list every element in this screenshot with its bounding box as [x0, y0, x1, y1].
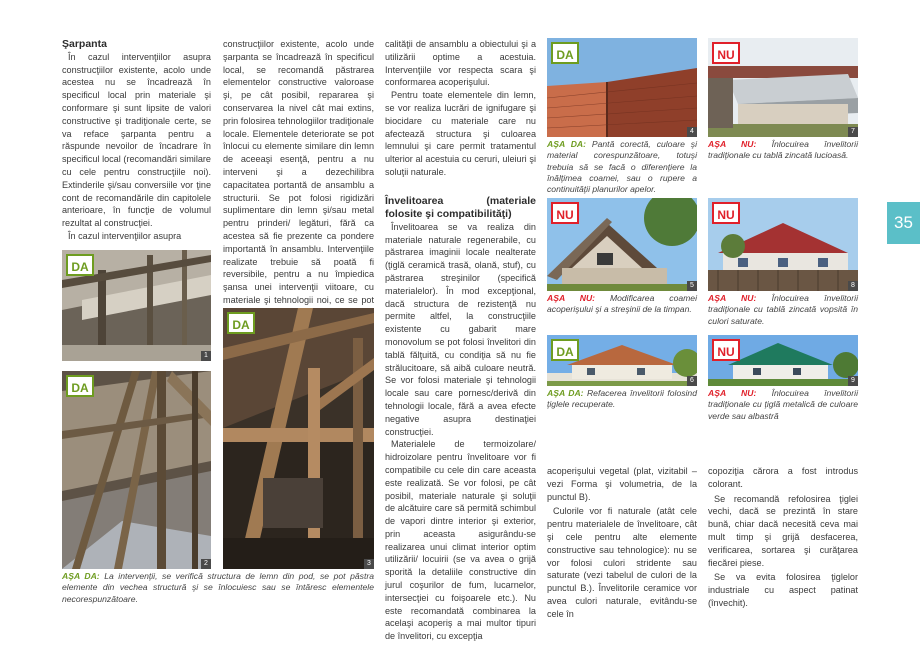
- photo-shiny-zinc-roof: [708, 38, 858, 137]
- caption-text: Înlocuirea învelitorii tradiţionale cu ţiglă metalică de culoare verde sau albastră: [708, 388, 858, 421]
- paragraph: Materialele de termoizolare/ hidroizolare pentru învelitoare vor fi compatibile cu cele din care aceasta este realizată. Se vor folosi, pe cât posibil, materiale naturale şi soluţii de alcătuire care să permită schimbul de vapori dintre interior şi exterior, prin aceasta asigurându-se realizarea unui climat interior optim utilizării/ locuirii (se va avea o grijă sporită la detaliile constructive din jurul coşurilor de fum, lucarnelor, intersecţiei cu foişoarele etc.). Nu este recomandată combinarea la acelaşi acoperiş a mai multor tipuri de învelitori, cu excepţia: [385, 439, 536, 642]
- paragraph: construcţiilor existente, acolo unde şarpanta se încadrează în specificul local, se recomandă păstrarea elementelor constructive valoroase şi, pe cât posibil, repararea şi conservarea la nivel cât mai extins, prin folosirea tehnologiilor tradiţionale locale. Elementele deteriorate se pot înlocui cu elemente similare din lemn de aceeaşi esenţă, pentru a nu interveni şi a dezechilibra capacitatea portantă de ansamblu a structurii. Se pot folosi rigidizări suplimentare din lemn şi/sau metal pentru prinderi/ legături, fără ca acestea să fie prezente ca pondere importantă în ansamblu. Intervenţiile realizate trebuie să poată fi reversibile, pentru a nu împiedica şansa unei intervenţii viitoare, cu materiale şi tehnologii noi, ce se pot: [223, 39, 374, 305]
- caption-lead: AŞA DA:: [62, 571, 100, 581]
- caption-text: Înlocuirea învelitorii tradiţionale cu tablă zincată vopsită în culori saturate.: [708, 293, 858, 326]
- caption-lead: AŞA NU:: [708, 388, 757, 398]
- text-column-1: [62, 38, 211, 243]
- caption-lead: AŞA NU:: [547, 293, 596, 303]
- caption-photo-9: [708, 388, 858, 422]
- photo-number: 9: [848, 376, 858, 386]
- caption-lead: AŞA DA:: [547, 139, 586, 149]
- caption-text: La intervenţii, se verifică structura de lemn din pod, se pot păstra elemente din vechea structură şi se înlocuiesc sau se întăresc elementele necorespunzătoare.: [62, 571, 374, 604]
- text-column-2: [223, 38, 374, 320]
- da-badge: DA: [227, 312, 255, 334]
- paragraph: În cazul intervenţiilor asupra construcţiilor existente, acolo unde acestea nu se încadrează în specificul local prin materiale şi conformare şi sunt lipsite de valori constructive şi tradiţionale certe, se va reface şarpanta pentru a răspunde nevoilor de încadrare în specificul local (recomandări similare cu cele pentru construcţiile noi). Extinderile şi/sau conversiile vor ţine cont de recomandările din capitolele anterioare, în funcţie de volumul rezultat al construcţiei.: [62, 51, 211, 229]
- text-column-5: [708, 465, 858, 610]
- nu-badge: NU: [551, 202, 579, 224]
- paragraph: Învelitoarea se va realiza din materiale naturale regenerabile, cu păstrarea imaginii locale nealterate (ţiglă ceramică trasă, olană, stuf), cu păstrarea streşinilor (specifică materialelor). În mod excepţional, dacă structura de rezistenţă nu permite altfel, la construcţiile existente cu gabarit mare monovolum se pot folosi învelitori din tablă fălţuită, cu condiţia să nu fie strălucitoare, să aibă culoare neutră. Se vor folosi materiale şi tehnologii locale sau care pornesc/derivă din tehnologii locale, fără a avea efecte negative asupra destinaţiei construcţiei.: [385, 221, 536, 437]
- section-heading-invelitoarea: Învelitoarea (materiale folosite şi compatibilităţi): [385, 194, 536, 220]
- photo-house-modified-roof: [547, 198, 697, 291]
- section-heading-sarpanta: Şarpanta: [62, 38, 107, 50]
- nu-badge: NU: [712, 202, 740, 224]
- photo-attic-rafters: [62, 250, 211, 361]
- photo-number: 8: [848, 281, 858, 291]
- photo-number: 5: [687, 281, 697, 291]
- paragraph: acoperişului vegetal (plat, vizitabil – vezi Forma şi volumetria, de la punctul B).: [547, 466, 697, 502]
- caption-lead: AŞA NU:: [708, 139, 757, 149]
- caption-photo-6: [547, 388, 697, 411]
- paragraph: Se recomandă refolosirea ţiglei vechi, dacă se prezintă în stare bună, chiar dacă necesită ceva mai mult timp şi grijă desfacerea, verificarea, sortarea şi curăţarea fiecărei piese.: [708, 493, 858, 568]
- caption-photo-4: [547, 139, 697, 195]
- da-badge: DA: [551, 42, 579, 64]
- photo-painted-zinc-roof: [708, 198, 858, 291]
- photo-number: 7: [848, 127, 858, 137]
- paragraph: calităţii de ansamblu a obiectului şi a utilizării optime a acestuia. Intervenţiile vor respecta scara şi conformarea acoperişului.: [385, 39, 536, 88]
- photo-wooden-roof-structure: [223, 308, 374, 569]
- caption-text: Refacerea învelitorii folosind ţiglele recuperate.: [547, 388, 697, 410]
- caption-photo-8: [708, 293, 858, 327]
- photo-number: 2: [201, 559, 211, 569]
- nu-badge: NU: [712, 42, 740, 64]
- photo-number: 3: [364, 559, 374, 569]
- paragraph: copoziţia cărora a fost introdus colorant.: [708, 466, 858, 489]
- photo-tiled-roof-slope: [547, 38, 697, 137]
- caption-photos-1-3: [62, 571, 374, 605]
- caption-photo-7: [708, 139, 858, 162]
- paragraph: Se va evita folosirea ţiglelor industriale cu aspect patinat (învechit).: [708, 572, 858, 608]
- photo-number: 6: [687, 376, 697, 386]
- da-badge: DA: [551, 339, 579, 361]
- photo-recovered-tile-roof: [547, 335, 697, 386]
- caption-lead: AŞA NU:: [708, 293, 757, 303]
- photo-roof-truss-interior: [62, 371, 211, 569]
- page-number-tab: 35: [887, 202, 920, 244]
- text-column-3: [385, 38, 536, 643]
- caption-text: Modificarea coamei acoperişului şi a streşinii de la timpan.: [547, 293, 697, 315]
- photo-number: 1: [201, 351, 211, 361]
- nu-badge: NU: [712, 339, 740, 361]
- caption-photo-5: [547, 293, 697, 316]
- text-column-4: [547, 465, 697, 621]
- paragraph: În cazul intervenţiilor asupra: [68, 230, 182, 241]
- caption-lead: AŞA DA:: [547, 388, 584, 398]
- paragraph: Pentru toate elementele din lemn, se vor realiza lucrări de ignifugare şi biocidare cu materiale care nu afectează structura şi culoarea lemnului şi care permit tratamentul ulterior al acestuia cu ceruri, uleiuri şi soluţii naturale.: [385, 90, 536, 177]
- photo-number: 4: [687, 127, 697, 137]
- caption-text: Înlocuirea învelitorii tradiţionale cu tablă zincată lucioasă.: [708, 139, 858, 161]
- da-badge: DA: [66, 375, 94, 397]
- paragraph: Culorile vor fi naturale (atât cele pentru materialele de învelitoare, cât şi cele pentru alte elemente constructive sau tehnologice): nu se vor folosi culori stridente sau saturate (vezi tabelul de culori de la punctul B.). Învelitorile ceramice vor avea culori naturale, evitându-se cele în: [547, 506, 697, 619]
- photo-green-metal-tile-roof: [708, 335, 858, 386]
- da-badge: DA: [66, 254, 94, 276]
- caption-text: Pantă corectă, culoare şi material corespunzătoare, totuşi trebuia să se facă o diferenţiere la înălţimea coamei, sau o rupere a continuităţii planurilor apelor.: [547, 139, 697, 195]
